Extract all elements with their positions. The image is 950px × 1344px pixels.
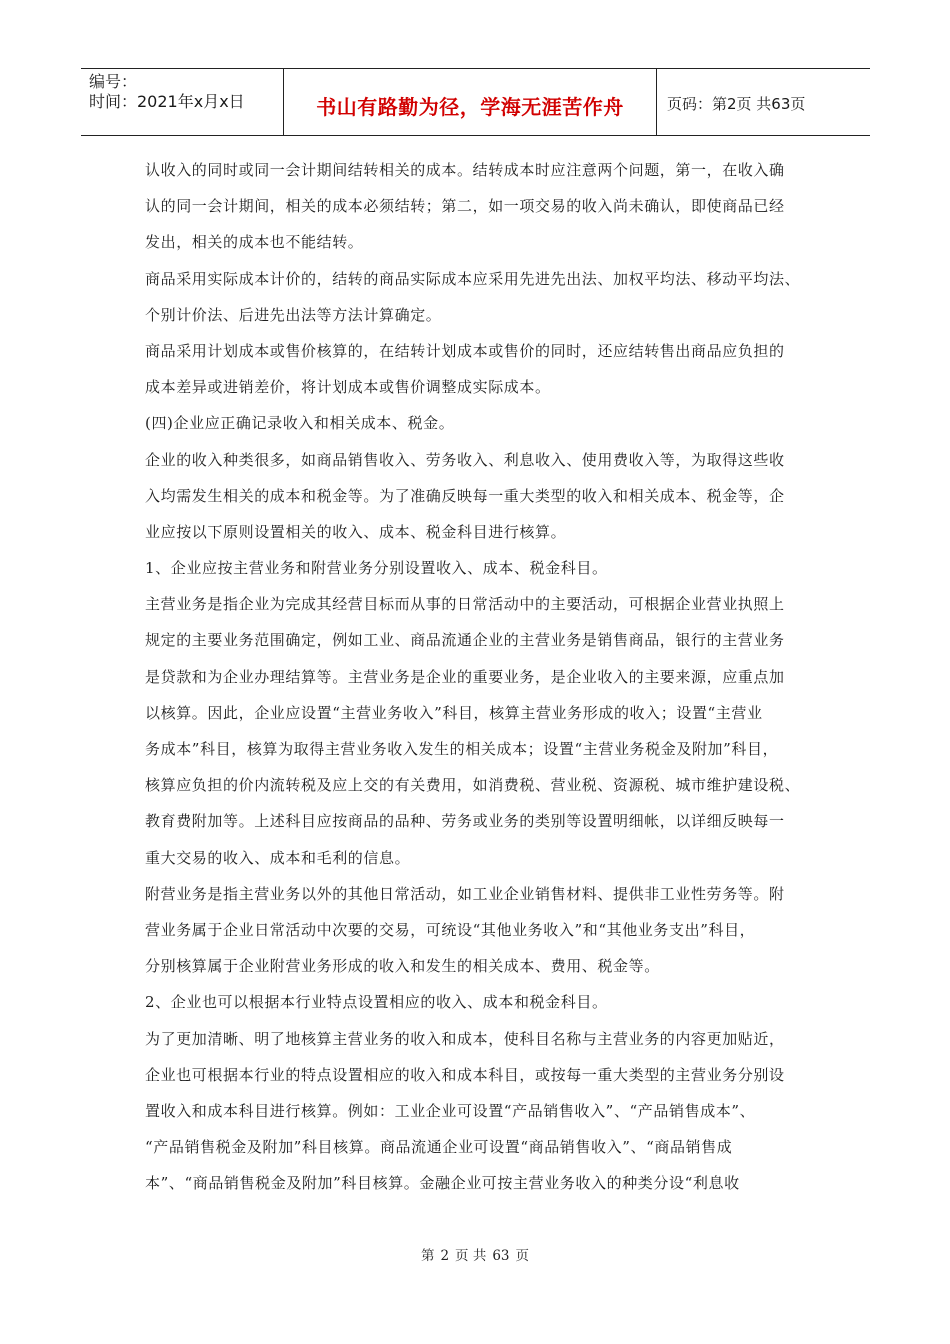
footer-mid: 页 共 bbox=[455, 1248, 487, 1264]
footer-suffix: 页 bbox=[515, 1248, 530, 1264]
body-text-line: 核算应负担的价内流转税及应上交的有关费用，如消费税、营业税、资源税、城市维护建设税、 bbox=[145, 776, 801, 795]
body-text-line: 商品采用实际成本计价的，结转的商品实际成本应采用先进先出法、加权平均法、移动平均法、 bbox=[145, 269, 801, 288]
date-label: 时间：2021年x月x日 bbox=[89, 92, 245, 111]
document-number-label: 编号： bbox=[89, 72, 138, 91]
body-text-line: 务成本”科目，核算为取得主营业务收入发生的相关成本；设置“主营业务税金及附加”科目， bbox=[145, 740, 779, 758]
body-text-line: 以核算。因此，企业应设置“主营业务收入”科目，核算主营业务形成的收入；设置“主营业 bbox=[145, 703, 763, 722]
body-text-line: 教育费附加等。上述科目应按商品的品种、劳务或业务的类别等设置明细帐，以详细反映每一 bbox=[145, 812, 785, 831]
body-text-line: 企业也可根据本行业的特点设置相应的收入和成本科目，或按每一重大类型的主营业务分别设 bbox=[145, 1065, 785, 1084]
body-text-line: 个别计价法、后进先出法等方法计算确定。 bbox=[145, 305, 442, 324]
footer-page-number: 2 bbox=[440, 1248, 450, 1264]
footer-prefix: 第 bbox=[420, 1248, 435, 1264]
body-text-line: “产品销售税金及附加”科目核算。商品流通企业可设置“商品销售收入”、“商品销售成 bbox=[145, 1138, 733, 1157]
body-text-line: 企业的收入种类很多，如商品销售收入、劳务收入、利息收入、使用费收入等，为取得这些收 bbox=[145, 450, 785, 469]
page-footer bbox=[0, 1244, 950, 1264]
body-text-line: 主营业务是指企业为完成其经营目标而从事的日常活动中的主要活动，可根据企业营业执照上 bbox=[145, 595, 785, 614]
body-text-line: 入均需发生相关的成本和税金等。为了准确反映每一重大类型的收入和相关成本、税金等，企 bbox=[145, 486, 785, 505]
header-table bbox=[81, 68, 870, 136]
page-indicator: 页码：第2页 共63页 bbox=[667, 94, 806, 113]
body-text-line: 认收入的同时或同一会计期间结转相关的成本。结转成本时应注意两个问题，第一，在收入确 bbox=[145, 161, 785, 179]
body-text-line: 附营业务是指主营业务以外的其他日常活动，如工业企业销售材料、提供非工业性劳务等。附 bbox=[145, 884, 785, 903]
body-text-line: 业应按以下原则设置相关的收入、成本、税金科目进行核算。 bbox=[145, 522, 567, 541]
document-body bbox=[145, 152, 825, 1201]
body-text-line: 是贷款和为企业办理结算等。主营业务是企业的重要业务，是企业收入的主要来源，应重点加 bbox=[145, 667, 785, 686]
header-motto: 书山有路勤为径，学海无涯苦作舟 bbox=[284, 69, 657, 135]
body-text-line: (四)企业应正确记录收入和相关成本、税金。 bbox=[145, 414, 455, 433]
body-text-line: 营业务属于企业日常活动中次要的交易，可统设“其他业务收入”和“其他业务支出”科目， bbox=[145, 920, 756, 939]
header-meta bbox=[81, 69, 284, 135]
footer-total-pages: 63 bbox=[492, 1248, 510, 1264]
body-text-line: 置收入和成本科目进行核算。例如：工业企业可设置“产品销售收入”、“产品销售成本”、 bbox=[145, 1101, 756, 1120]
body-text-line: 为了更加清晰、明了地核算主营业务的收入和成本，使科目名称与主营业务的内容更加贴近， bbox=[145, 1029, 785, 1048]
body-text-line: 分别核算属于企业附营业务形成的收入和发生的相关成本、费用、税金等。 bbox=[145, 957, 660, 976]
body-text-line: 成本差异或进销差价，将计划成本或售价调整成实际成本。 bbox=[145, 378, 551, 397]
body-text-line: 本”、“商品销售税金及附加”科目核算。金融企业可按主营业务收入的种类分设“利息收 bbox=[145, 1174, 740, 1193]
body-text-line: 规定的主要业务范围确定，例如工业、商品流通企业的主营业务是销售商品，银行的主营业务 bbox=[145, 631, 785, 650]
body-text-line: 1、企业应按主营业务和附营业务分别设置收入、成本、税金科目。 bbox=[145, 559, 608, 578]
body-text-line: 重大交易的收入、成本和毛利的信息。 bbox=[145, 848, 411, 867]
body-text-line: 认的同一会计期间，相关的成本必须结转；第二，如一项交易的收入尚未确认，即使商品已经 bbox=[145, 197, 785, 216]
body-text-line: 商品采用计划成本或售价核算的，在结转计划成本或售价的同时，还应结转售出商品应负担的 bbox=[145, 341, 785, 360]
body-text-line: 发出，相关的成本也不能结转。 bbox=[145, 233, 364, 252]
body-text-line: 2、企业也可以根据本行业特点设置相应的收入、成本和税金科目。 bbox=[145, 993, 608, 1012]
